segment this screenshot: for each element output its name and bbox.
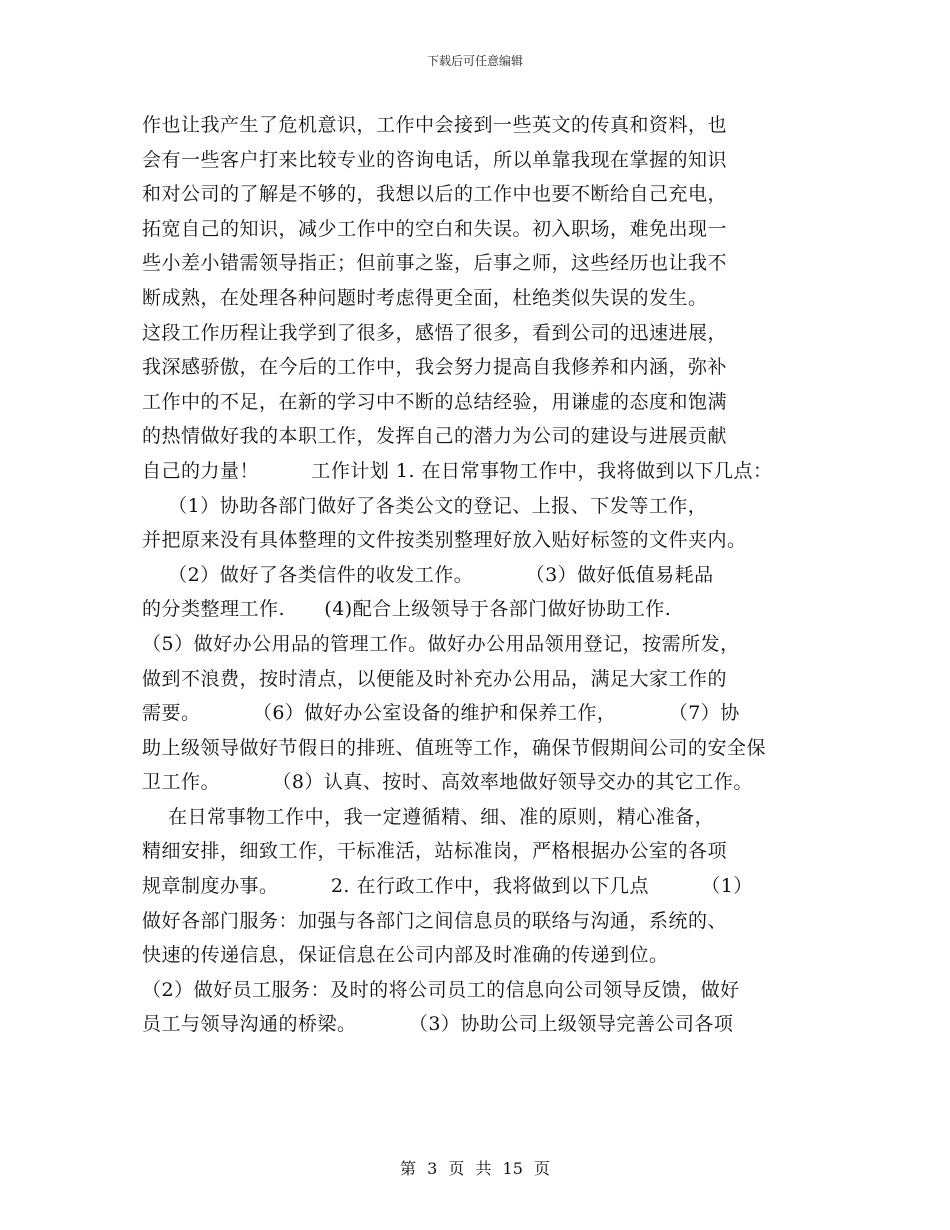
text-line: 助上级领导做好节假日的排班、值班等工作，确保节假期间公司的安全保 [142,736,767,759]
text-line: 快速的传递信息，保证信息在公司内部及时准确的传递到位。 [142,944,669,967]
text-line: 工作中的不足，在新的学习中不断的总结经验，用谦虚的态度和饱满 [142,390,728,413]
text-line: 会有一些客户打来比较专业的咨询电话，所以单靠我现在掌握的知识 [142,148,728,171]
text-line: 些小差小错需领导指正；但前事之鉴，后事之师，这些经历也让我不 [142,252,728,275]
text-line: 的热情做好我的本职工作，发挥自己的潜力为公司的建设与进展贡献 [142,425,728,448]
document-body [142,108,842,1042]
text-line: 和对公司的了解是不够的，我想以后的工作中也要不断给自己充电， [142,183,728,206]
text-line: 我深感骄傲，在今后的工作中，我会努力提高自我修养和内涵，弥补 [142,356,728,379]
text-line: （1）协助各部门做好了各类公文的登记、上报、下发等工作， [142,494,708,517]
text-line: 的分类整理工作. (4)配合上级领导于各部门做好协助工作. [142,598,672,621]
text-line: 精细安排，细致工作，干标准活，站标准岗，严格根据办公室的各项 [142,840,728,863]
page-footer: 第 3 页 共 15 页 [400,1159,550,1178]
text-line: 拓宽自己的知识，减少工作中的空白和失误。初入职场，难免出现一 [142,217,728,240]
text-line: 卫工作。 （8）认真、按时、高效率地做好领导交办的其它工作。 [142,771,753,794]
text-line: 并把原来没有具体整理的文件按类别整理好放入贴好标签的文件夹内。 [142,529,747,552]
text-line: 这段工作历程让我学到了很多，感悟了很多，看到公司的迅速进展， [142,321,728,344]
text-line: 做好各部门服务：加强与各部门之间信息员的联络与沟通，系统的、 [142,909,728,932]
text-line: 自己的力量！ 工作计划 1. 在日常事物工作中，我将做到以下几点： [142,459,773,482]
page-header: 下载后可任意编辑 [426,54,523,68]
text-line: 需要。 （6）做好办公室设备的维护和保养工作， （7）协 [142,702,740,725]
text-line: （5）做好办公用品的管理工作。做好办公用品领用登记，按需所发， [142,632,740,655]
text-line: （2）做好了各类信件的收发工作。 （3）做好低值易耗品 [142,563,714,586]
text-line: 做到不浪费，按时清点，以便能及时补充办公用品，满足大家工作的 [142,667,728,690]
text-line: （2）做好员工服务：及时的将公司员工的信息向公司领导反馈，做好 [142,978,740,1001]
text-line: 员工与领导沟通的桥梁。 （3）协助公司上级领导完善公司各项 [142,1013,734,1036]
text-line: 断成熟，在处理各种问题时考虑得更全面，杜绝类似失误的发生。 [142,286,708,309]
text-line: 作也让我产生了危机意识，工作中会接到一些英文的传真和资料，也 [142,114,728,136]
text-line: 规章制度办事。 2. 在行政工作中，我将做到以下几点 （1） [142,875,753,898]
text-line: 在日常事物工作中，我一定遵循精、细、准的原则，精心准备， [142,805,715,828]
